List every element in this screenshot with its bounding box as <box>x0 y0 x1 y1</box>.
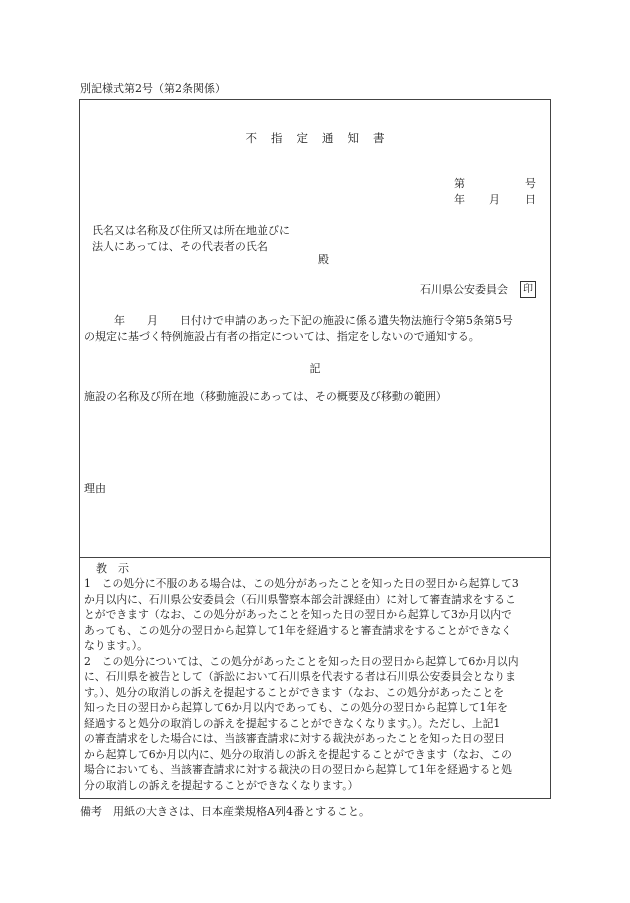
body-line-2: の規定に基づく特例施設占有者の指定については、指定をしないので通知する。 <box>84 330 480 343</box>
main-document-box <box>79 99 551 558</box>
notice-line: 2 この処分については、この処分があったことを知った日の翌日から起算して6か月以内 <box>84 654 519 668</box>
notice-line: か月以内に、石川県公安委員会（石川県警察本部会計課経由）に対して審査請求をするこ <box>84 592 516 606</box>
document-title: 不指定通知書 <box>245 131 399 145</box>
notice-line: に、石川県を被告として（訴訟において石川県を代表する者は石川県公安委員会となりま <box>84 670 516 683</box>
notice-line: あっても、この処分の翌日から起算して1年を経過すると審査請求をすることができなく <box>84 623 512 637</box>
notice-line: から起算して6か月以内に、処分の取消しの訴えを提起することができます（なお、この <box>84 747 512 761</box>
notice-box <box>79 557 551 799</box>
number-label-go: 号 <box>525 177 536 190</box>
notice-line: とができます（なお、この処分があったことを知った日の翌日から起算して3か月以内で <box>84 608 512 621</box>
notice-line: 場合においても、当該審査請求に対する裁決の日の翌日から起算して1年を経過すると処 <box>84 763 512 776</box>
addressee-line-2: 法人にあっては、その代表者の氏名 <box>92 240 268 253</box>
issuer-name: 石川県公安委員会 <box>420 283 508 296</box>
notice-title: 教 示 <box>96 562 129 575</box>
notice-line: なります。）。 <box>84 639 148 652</box>
seal-stamp: 印 <box>520 281 536 298</box>
number-label-dai: 第 <box>454 177 465 190</box>
date-month-label: 月 <box>489 193 500 206</box>
notice-line: 分の取消しの訴えを提起することができなくなります。） <box>84 778 359 792</box>
date-year-label: 年 <box>454 193 465 206</box>
remark: 備考 用紙の大きさは、日本産業規格A列4番とすること。 <box>80 805 370 818</box>
notice-line: 1 この処分に不服のある場合は、この処分があったことを知った日の翌日から起算して3 <box>84 577 519 590</box>
facility-label: 施設の名称及び所在地（移動施設にあっては、その概要及び移動の範囲） <box>84 390 447 403</box>
date-day-label: 日 <box>525 193 536 206</box>
addressee-line-1: 氏名又は名称及び住所又は所在地並びに <box>92 224 290 237</box>
ki-heading: 記 <box>309 362 321 375</box>
notice-line: 経過すると処分の取消しの訴えを提起することができなくなります。）。ただし、上記1 <box>84 716 501 730</box>
notice-line: 知った日の翌日から起算して6か月以内であっても、この処分の翌日から起算して1年を <box>84 701 508 714</box>
body-line-1: 年 月 日付けで申請のあった下記の施設に係る遺失物法施行令第5条第5号 <box>114 314 513 327</box>
reason-label: 理由 <box>84 482 106 495</box>
notice-line: の審査請求をした場合には、当該審査請求に対する裁決があったことを知った日の翌日 <box>84 732 505 745</box>
form-code: 別記様式第2号（第2条関係） <box>80 82 226 95</box>
notice-line: す。）、処分の取消しの訴えを提起することができます（なお、この処分があったことを <box>84 685 505 699</box>
addressee-suffix: 殿 <box>318 253 329 266</box>
